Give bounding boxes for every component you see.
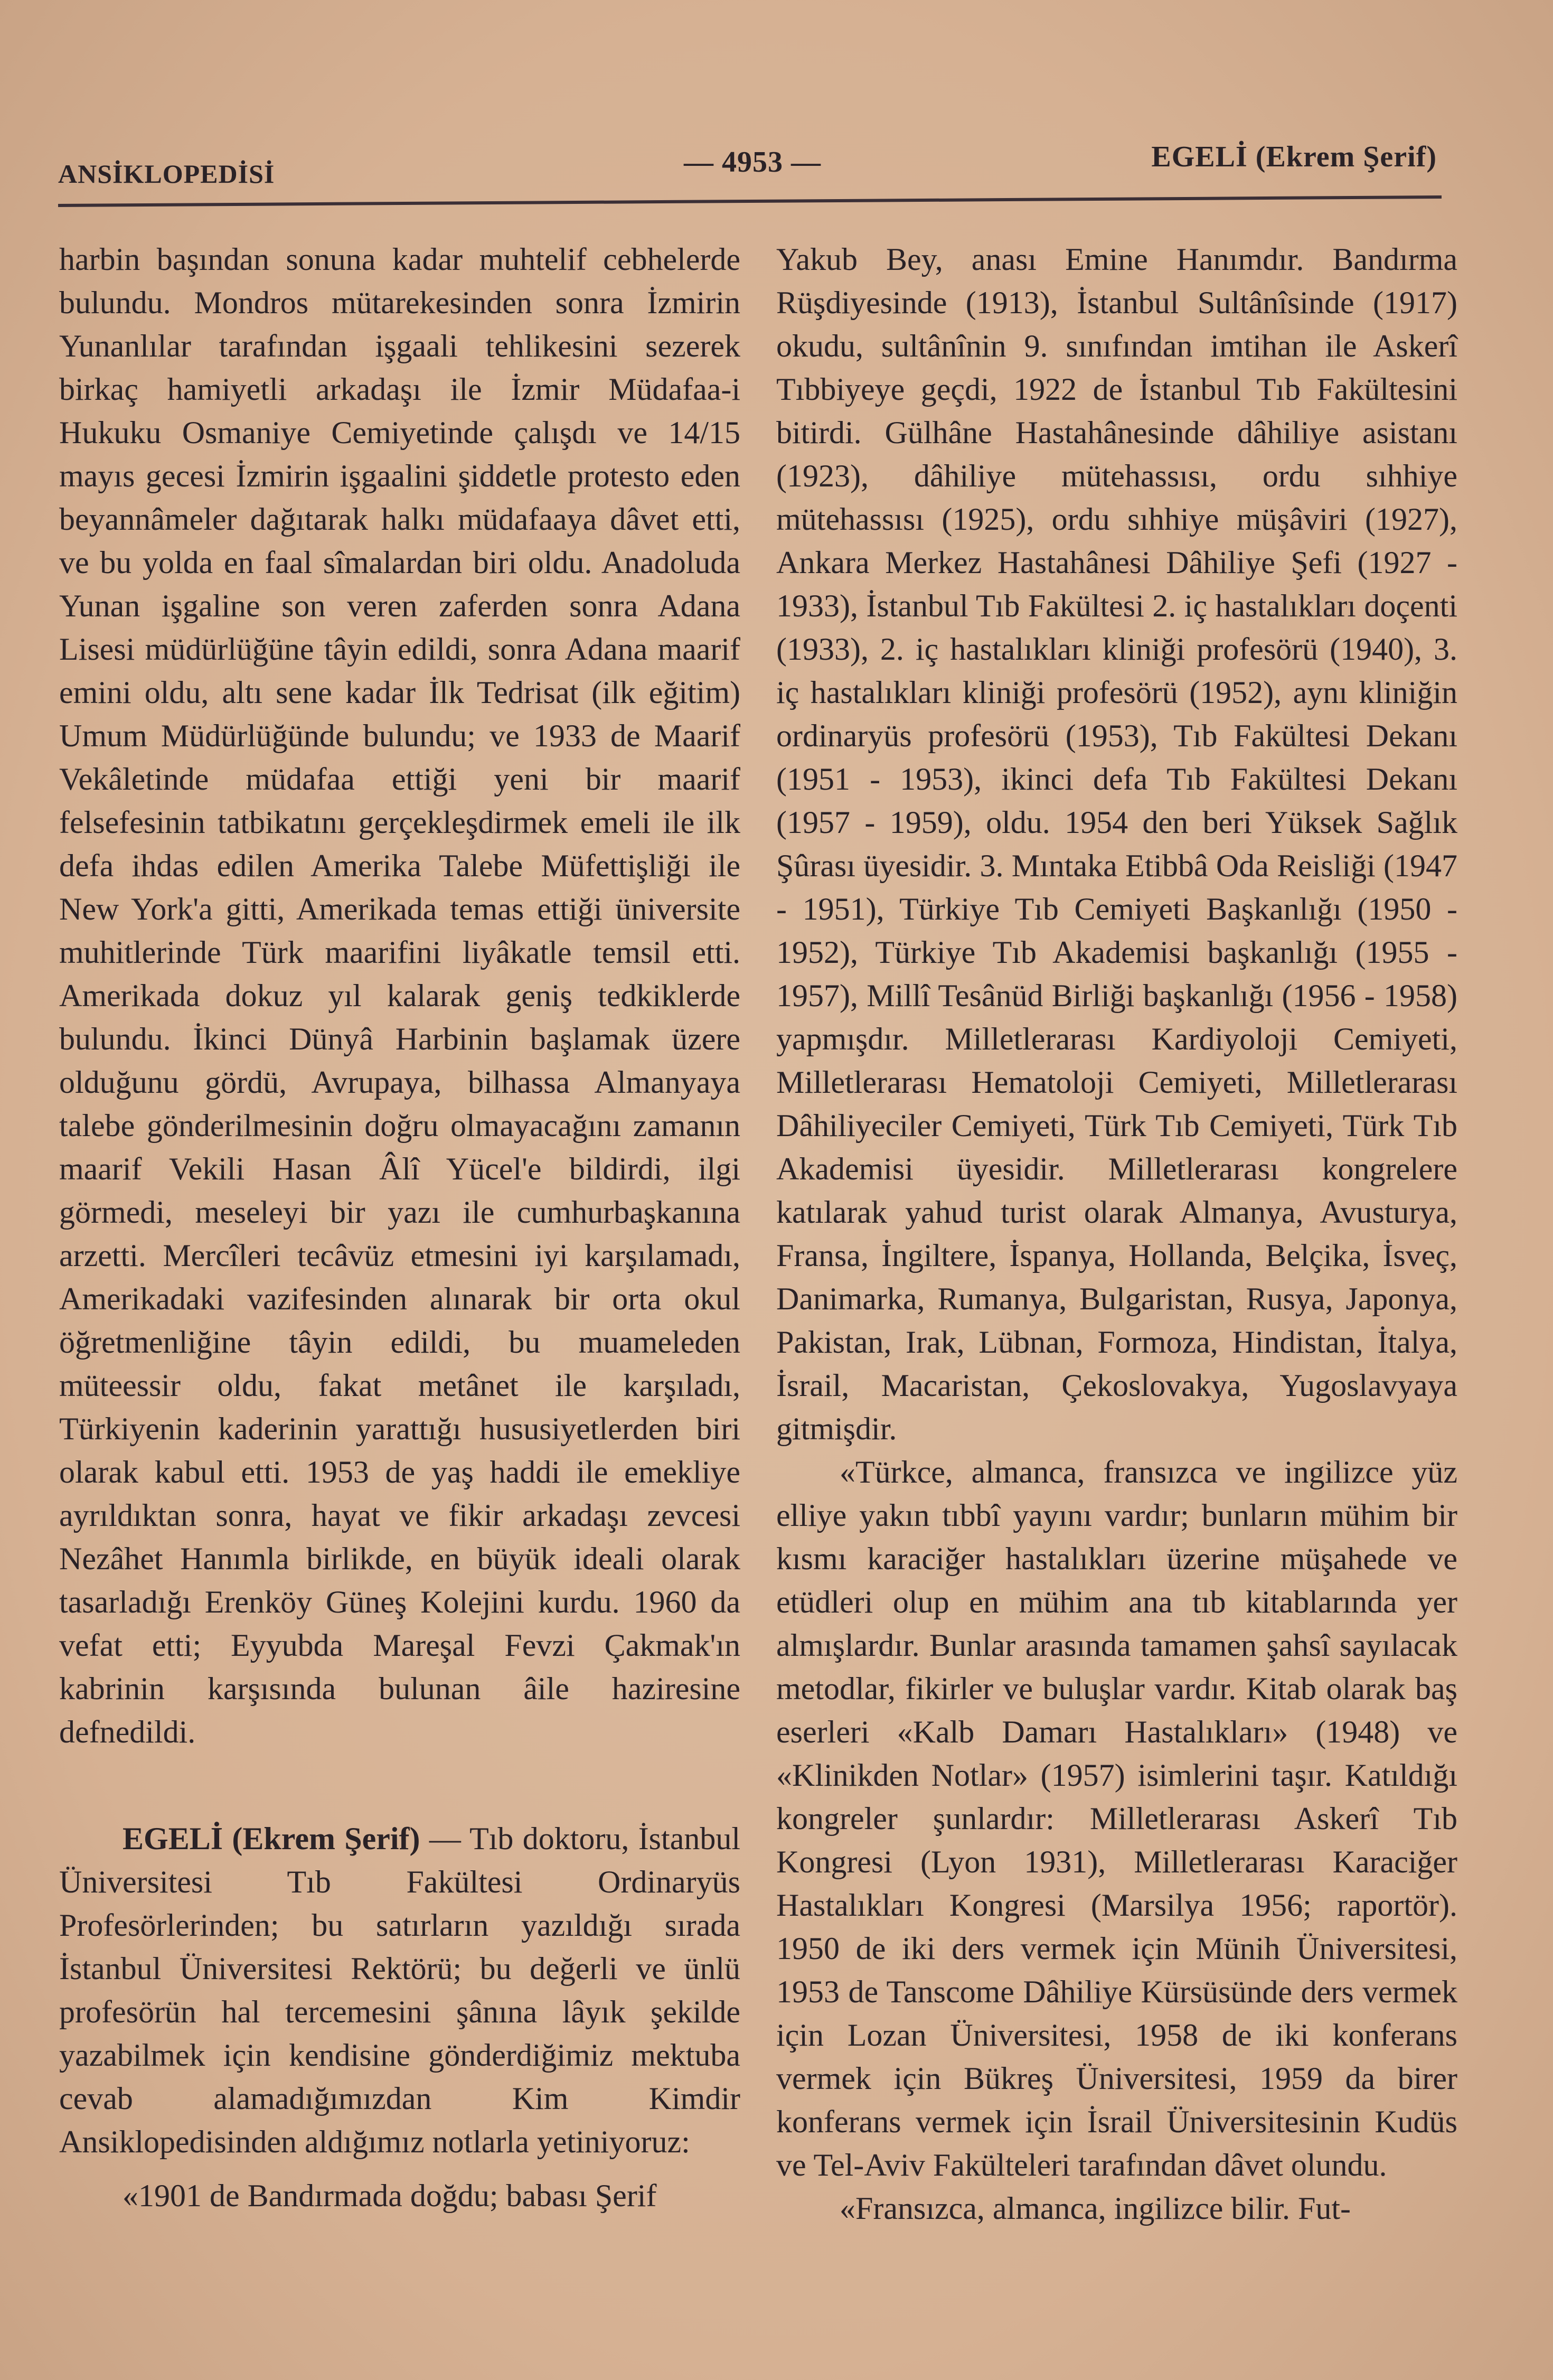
running-header-right: EGELİ (Ekrem Şerif) (1151, 140, 1437, 173)
header-rule (58, 195, 1442, 207)
entry-text: — Tıb doktoru, İstanbul Üniversitesi Tıb Fakültesi Ordinaryüs Profesörlerinden; bu satırların yazıldığı sırada İstanbul Üniversitesi Rektörü; bu değerli ve ünlü profesörün hal tercemesini şânına lâyık şekilde yazabilmek için kendisine gönderdiğimiz mektuba cevab alamadığımızdan Kim Kimdir Ansiklopedisinden aldığımız notlarla yetiniyoruz: (59, 1821, 740, 2159)
left-column (59, 238, 740, 2217)
running-header-left: ANSİKLOPEDİSİ (58, 159, 275, 189)
right-column (776, 238, 1457, 2230)
paragraph: «Türkce, almanca, fransızca ve ingilizce yüz elliye yakın tıbbî yayını vardır; bunların mühim bir kısmı karaciğer hastalıkları üzerine müşahede ve etüdleri olup en mühim ana tıb kitablarında yer almışlardır. Bunlar arasında tamamen şahsî sayılacak metodlar, fikirler ve buluşlar vardır. Kitab olarak baş eserleri «Kalb Damarı Hastalıkları» (1948) ve «Klinikden Notlar» (1957) isimlerini taşır. Katıldığı kongreler şunlardır: Milletlerarası Askerî Tıb Kongresi (Lyon 1931), Milletlerarası Karaciğer Hastalıkları Kongresi (Marsilya 1956; raportör). 1950 de iki ders vermek için Münih Üniversitesi, 1953 de Tanscome Dâhiliye Kürsüsünde ders vermek için Lozan Üniversitesi, 1958 de iki konferans vermek için Bükreş Üniversitesi, 1959 da birer konferans vermek için İsrail Üniversitesinin Kudüs ve Tel-Aviv Fakülteleri tarafından dâvet olundu. (776, 1455, 1457, 2182)
entry-paragraph (59, 1817, 740, 2163)
page-number: — 4953 — (684, 146, 821, 179)
paragraph: Yakub Bey, anası Emine Hanımdır. Bandırma Rüşdiyesinde (1913), İstanbul Sultânîsinde (1917) okudu, sultânînin 9. sınıfından imtihan ile Askerî Tıbbiyeye geçdi, 1922 de İstanbul Tıb Fakültesini bitirdi. Gülhâne Hastahânesinde dâhiliye asistanı (1923), dâhiliye mütehassısı, ordu sıhhiye mütehassısı (1925), ordu sıhhiye müşâviri (1927), Ankara Merkez Hastahânesi Dâhiliye Şefi (1927 - 1933), İstanbul Tıb Fakültesi 2. iç hastalıkları doçenti (1933), 2. iç hastalıkları kliniği profesörü (1940), 3. iç hastalıkları kliniği profesörü (1952), aynı kliniğin ordinaryüs profesörü (1953), Tıb Fakültesi Dekanı (1951 - 1953), ikinci defa Tıb Fakültesi Dekanı (1957 - 1959), oldu. 1954 den beri Yüksek Sağlık Şûrası üyesidir. 3. Mıntaka Etibbâ Oda Reisliği (1947 - 1951), Türkiye Tıb Cemiyeti Başkanlığı (1950 - 1952), Türkiye Tıb Akademisi başkanlığı (1955 - 1957), Millî Tesânüd Birliği başkanlığı (1956 - 1958) yapmışdır. Milletlerarası Kardiyoloji Cemiyeti, Milletlerarası Hematoloji Cemiyeti, Milletlerarası Dâhiliyeciler Cemiyeti, Türk Tıb Cemiyeti, Türk Tıb Akademisi üyesidir. Milletlerarası kongrelere katılarak yahud turist olarak Almanya, Avusturya, Fransa, İngiltere, İspanya, Hollanda, Belçika, İsveç, Danimarka, Rumanya, Bulgaristan, Rusya, Japonya, Pakistan, Irak, Lübnan, Formoza, Hindistan, İtalya, İsrail, Macaristan, Çekoslovakya, Yugoslavyaya gitmişdir. (776, 242, 1457, 1446)
paragraph: «1901 de Bandırmada doğdu; babası Şerif (123, 2178, 657, 2213)
paragraph: harbin başından sonuna kadar muhtelif cebhelerde bulundu. Mondros mütarekesinden sonra İzmirin Yunanlılar tarafından işgaali tehlikesini sezerek birkaç hamiyetli arkadaşı ile İzmir Müdafaa-i Hukuku Osmaniye Cemiyetinde çalışdı ve 14/15 mayıs gecesi İzmirin işgaalini şiddetle protesto eden beyannâmeler dağıtarak halkı müdafaaya dâvet etti, ve bu yolda en faal sîmalardan biri oldu. Anadoluda Yunan işgaline son veren zaferden sonra Adana Lisesi müdürlüğüne tâyin edildi, sonra Adana maarif emini oldu, altı sene kadar İlk Tedrisat (ilk eğitim) Umum Müdürlüğünde bulundu; ve 1933 de Maarif Vekâletinde müdafaa ettiği yeni bir maarif felsefesinin tatbikatını gerçekleşdirmek emeli ile ilk defa ihdas edilen Amerika Talebe Müfettişliği ile New York'a gitti, Amerikada temas ettiği üniversite muhitlerinde Türk maarifini liyâkatle temsil etti. Amerikada dokuz yıl kalarak geniş tedkiklerde bulundu. İkinci Dünyâ Harbinin başlamak üzere olduğunu gördü, Avrupaya, bilhassa Almanyaya talebe gönderilmesinin doğru olmayacağını zamanın maarif Vekili Hasan Âlî Yücel'e bildirdi, ilgi görmedi, meseleyi bir yazı ile cumhurbaşkanına arzetti. Mercîleri tecâvüz etmesini iyi karşılamadı, Amerikadaki vazifesinden alınarak bir orta okul öğretmenliğine tâyin edildi, bu muameleden müteessir oldu, fakat metânet ile karşıladı, Türkiyenin kaderinin yarattığı hususiyetlerden biri olarak kabul etti. 1953 de yaş haddi ile emekliye ayrıldıktan sonra, hayat ve fikir arkadaşı zevcesi Nezâhet Hanımla birlikde, en büyük ideali olarak tasarladığı Erenköy Güneş Kolejini kurdu. 1960 da vefat etti; Eyyubda Mareşal Fevzi Çakmak'ın kabrinin karşısında bulunan âile haziresine defnedildi. (59, 242, 740, 1749)
paragraph: «Fransızca, almanca, ingilizce bilir. Fut- (840, 2191, 1351, 2226)
entry-title: EGELİ (Ekrem Şerif) (123, 1821, 420, 1856)
